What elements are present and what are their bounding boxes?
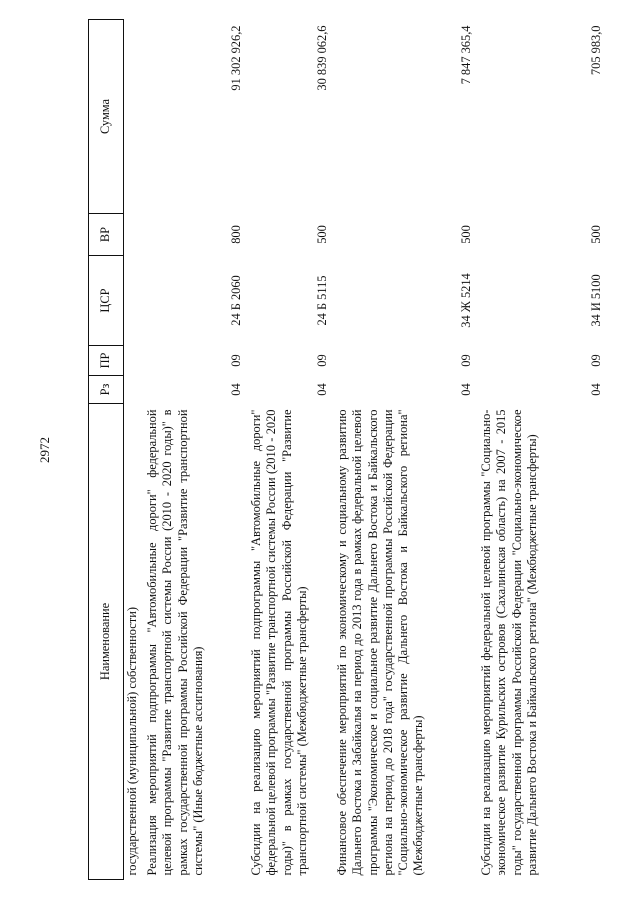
budget-table-sheet <box>88 20 606 880</box>
row-sum: 705 983,0 <box>589 25 603 76</box>
row-sum: 30 839 062,6 <box>315 25 329 91</box>
row-csr: 24 Б 2060 <box>229 275 243 326</box>
header-name: Наименование <box>89 404 124 880</box>
table-row <box>333 20 477 880</box>
row-sum: 91 302 926,2 <box>229 25 243 91</box>
header-vr: ВР <box>89 214 124 256</box>
row-rz: 04 <box>315 383 329 396</box>
row-name: Финансовое обеспечение мероприятий по экономическому и социальному развитию Дальнего Востока и Забайкалья на период до 2013 года в рамках федеральной целевой программы "Экономическое и социальное развитие Дальнего Востока и Байкальского региона на период до 2018 года" государственной программы Российской Федерации "Социально-экономическое развитие Дальнего Востока и Байкальского региона" (Межбюджетные трансферты) <box>335 409 426 876</box>
row-sum: 7 847 365,4 <box>459 25 473 85</box>
row-pr: 09 <box>315 354 329 367</box>
table-header-row <box>89 20 124 880</box>
row-pr: 09 <box>589 354 603 367</box>
header-rz: Рз <box>89 376 124 404</box>
row-vr: 800 <box>229 225 243 244</box>
row-csr: 34 И 5100 <box>589 274 603 327</box>
row-pr: 09 <box>459 354 473 367</box>
table-row <box>477 20 607 880</box>
row-vr: 500 <box>459 225 473 244</box>
row-csr: 24 Б 5115 <box>315 275 329 326</box>
row-vr: 500 <box>589 225 603 244</box>
row-name: Субсидии на реализацию мероприятий федеральной целевой программы "Социально-экономическое развитие Курильских островов (Сахалинская область) на 2007 - 2015 годы" государственной программы Российской Федерации "Социально-экономическое развитие Дальнего Востока и Байкальского региона" (Межбюджетные трансферты) <box>479 409 539 876</box>
row-rz: 04 <box>459 383 473 396</box>
header-pr: ПР <box>89 346 124 376</box>
header-csr: ЦСР <box>89 256 124 346</box>
row-name: Субсидии на реализацию мероприятий подпрограммы "Автомобильные дороги" федеральной целевой программы "Развитие транспортной системы России (2010 - 2020 годы)" в рамках государственной программы Российской Федерации "Развитие транспортной системы" (Межбюджетные трансферты) <box>249 409 309 876</box>
table-row <box>143 20 247 880</box>
budget-table <box>88 19 607 880</box>
row-csr: 34 Ж 5214 <box>459 273 473 328</box>
page-number: 2972 <box>37 437 52 463</box>
table-row-continuation <box>124 20 144 880</box>
header-sum: Сумма <box>89 20 124 214</box>
table-row <box>247 20 333 880</box>
row-rz: 04 <box>589 383 603 396</box>
continuation-text: государственной (муниципальной) собственности) <box>125 607 139 876</box>
row-pr: 09 <box>229 354 243 367</box>
row-rz: 04 <box>229 383 243 396</box>
row-name: Реализация мероприятий подпрограммы "Автомобильные дороги" федеральной целевой программы "Развитие транспортной системы России (2010 - 2020 годы)" в рамках государственной программы Российской Федерации "Развитие транспортной системы" (Иные бюджетные ассигнования) <box>145 409 205 876</box>
row-vr: 500 <box>315 225 329 244</box>
